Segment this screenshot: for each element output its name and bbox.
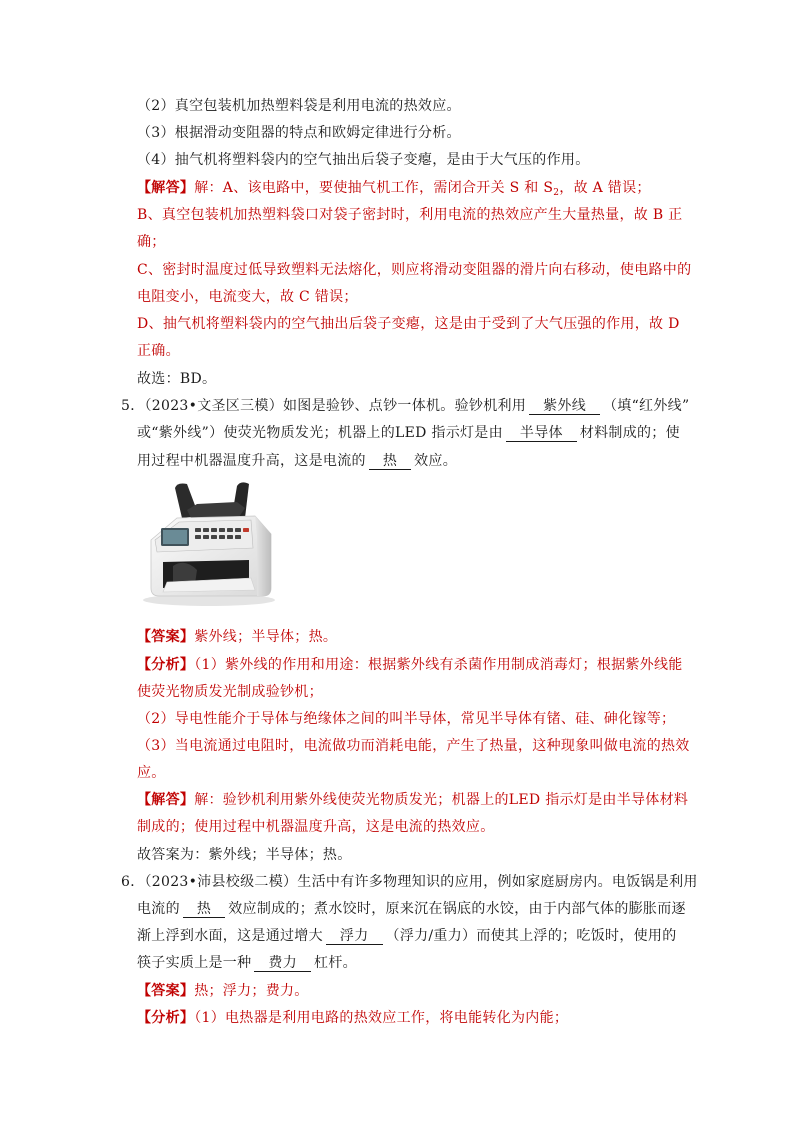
q5-analysis-tag: 【分析】 [137,657,195,673]
q5-blank-2: 半导体 [506,426,577,442]
solution-line-d1: D、抽气机将塑料袋内的空气抽出后袋子变瘪，这是由于受到了大气压强的作用，故 D [137,316,680,332]
q6-blank-1: 热 [183,902,225,918]
q5-analysis-2: （2）导电性能介于导体与绝缘体之间的叫半导体，常见半导体有锗、硅、砷化镓等； [137,711,676,727]
q6-answer: 【答案】热；浮力；费力。 [137,983,309,999]
q5-analysis-1-line-2: 使荧光物质发光制成验钞机； [137,684,323,700]
solution-line-b2: 确； [137,234,166,250]
solution-line-d2: 正确。 [137,343,180,359]
analysis-item-2: （2）真空包装机加热塑料袋是利用电流的热效应。 [137,98,461,114]
q5-answer-tag: 【答案】 [137,629,195,645]
q5-final-answer: 故答案为：紫外线；半导体；热。 [137,847,352,863]
select-answer: 故选：BD。 [137,371,217,387]
q6-blank-3: 费力 [254,956,311,972]
q6-analysis-1: 【分析】（1）电热器是利用电路的热效应工作，将电能转化为内能； [137,1010,569,1026]
q6-stem-line-3: 渐上浮到水面，这是通过增大 浮力 （浮力/重力）而使其上浮的；吃饭时，使用的 [137,928,677,944]
q5-solution-line-2: 制成的；使用过程中机器温度升高，这是电流的热效应。 [137,819,495,835]
q5-blank-3: 热 [369,454,411,470]
analysis-item-3: （3）根据滑动变阻器的特点和欧姆定律进行分析。 [137,125,461,141]
q5-analysis-1-line-1: 【分析】（1）紫外线的作用和用途：根据紫外线有杀菌作用制成消毒灯；根据紫外线能 [137,657,683,673]
q6-stem-line-1: 6．（2023•沛县校级二模）生活中有许多物理知识的应用，例如家庭厨房内。电饭锅是利用 [121,874,698,890]
q5-stem-line-2: 或“紫外线”）使荧光物质发光；机器上的LED 指示灯是由 半导体 材料制成的；使 [137,425,680,441]
q6-stem-line-4: 筷子实质上是一种 费力 杠杆。 [137,955,357,971]
q5-solution-line-1: 【解答】解：验钞机利用紫外线使荧光物质发光；机器上的LED 指示灯是由半导体材料 [137,792,689,808]
q5-blank-1: 紫外线 [529,399,600,415]
q5-stem-line-3: 用过程中机器温度升高，这是电流的 热 效应。 [137,453,458,469]
q5-analysis-3-line-2: 应。 [137,765,166,781]
analysis-item-4: （4）抽气机将塑料袋内的空气抽出后袋子变瘪，是由于大气压的作用。 [137,152,590,168]
money-counter-image [137,478,287,608]
solution-tag: 【解答】 [137,180,195,196]
q6-blank-2: 浮力 [326,929,383,945]
solution-line-b1: B、真空包装机加热塑料袋口对袋子密封时，利用电流的热效应产生大量热量，故 B 正 [137,207,683,223]
q6-analysis-tag: 【分析】 [137,1010,195,1026]
solution-line-c2: 电阻变小，电流变大，故 C 错误； [137,289,358,305]
q5-analysis-3-line-1: （3）当电流通过电阻时，电流做功而消耗电能，产生了热量，这种现象叫做电流的热效 [137,738,690,754]
q6-answer-tag: 【答案】 [137,983,195,999]
q6-stem-line-2: 电流的 热 效应制成的；煮水饺时，原来沉在锅底的水饺，由于内部气体的膨胀而逐 [137,901,686,917]
solution-line-c1: C、密封时温度过低导致塑料无法熔化，则应将滑动变阻器的滑片向右移动，使电路中的 [137,262,692,278]
q5-stem-line-1: 5．（2023•文圣区三模）如图是验钞、点钞一体机。验钞机利用 紫外线 （填“红外线” [121,398,690,414]
q5-answer: 【答案】紫外线；半导体；热。 [137,629,338,645]
q5-solution-tag: 【解答】 [137,792,195,808]
solution-line-a: 【解答】解：A、该电路中，要使抽气机工作，需闭合开关 S 和 $S_2$，故 A 错误； [137,180,651,198]
